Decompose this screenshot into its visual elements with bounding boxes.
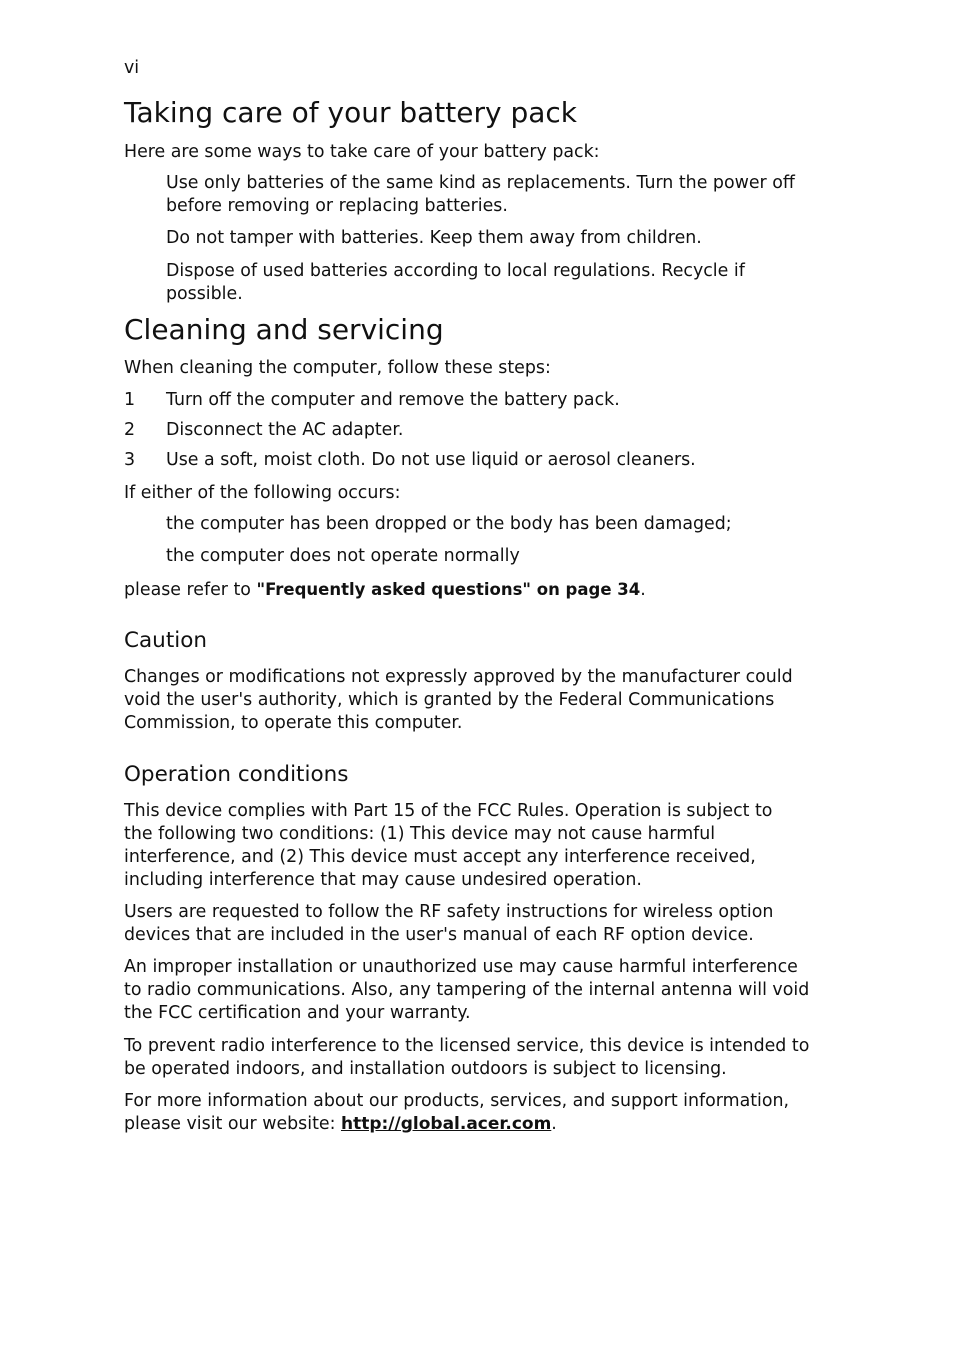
battery-heading: Taking care of your battery pack: [124, 96, 578, 129]
page-number: vi: [124, 58, 140, 78]
website-suffix: .: [551, 1114, 557, 1134]
if-occurs-text: If either of the following occurs:: [124, 483, 401, 503]
operation-heading: Operation conditions: [124, 762, 349, 787]
refer-prefix: please refer to: [124, 580, 257, 600]
cleaning-heading: Cleaning and servicing: [124, 313, 444, 346]
step-number: 2: [124, 420, 136, 440]
condition-item: the computer has been dropped or the body has been damaged;: [166, 514, 732, 534]
operation-paragraph: An improper installation or unauthorized use may cause harmful interference to radio communications. Also, any tampering of the internal antenna will void the FCC certification and your warranty.: [124, 957, 810, 1023]
website-prefix: For more information about our products, services, and support information, please visit our website:: [124, 1091, 790, 1134]
step-text: Turn off the computer and remove the battery pack.: [166, 390, 620, 410]
step-text: Disconnect the AC adapter.: [166, 420, 404, 440]
caution-text: Changes or modifications not expressly approved by the manufacturer could void the user's authority, which is granted by the Federal Communications Commission, to operate this computer.: [124, 667, 793, 733]
website-paragraph: [124, 1090, 794, 1136]
step-text: Use a soft, moist cloth. Do not use liquid or aerosol cleaners.: [166, 450, 696, 470]
battery-item: Do not tamper with batteries. Keep them away from children.: [166, 228, 702, 248]
step-number: 1: [124, 390, 136, 410]
battery-item: Use only batteries of the same kind as replacements. Turn the power off before removing or replacing batteries.: [166, 173, 795, 216]
faq-cross-reference-link[interactable]: "Frequently asked questions" on page 34: [256, 580, 641, 599]
step-number: 3: [124, 450, 136, 470]
cleaning-step: [124, 449, 814, 472]
cleaning-intro: When cleaning the computer, follow these steps:: [124, 358, 551, 378]
operation-paragraph: To prevent radio interference to the licensed service, this device is intended to be operated indoors, and installation outdoors is subject to licensing.: [124, 1036, 810, 1079]
acer-website-link[interactable]: http://global.acer.com: [340, 1114, 552, 1134]
battery-item: Dispose of used batteries according to local regulations. Recycle if possible.: [166, 261, 745, 304]
refer-suffix: .: [640, 580, 646, 600]
operation-paragraph: Users are requested to follow the RF safety instructions for wireless option devices that are included in the user's manual of each RF option device.: [124, 902, 774, 945]
cleaning-step: [124, 419, 814, 442]
refer-paragraph: [124, 578, 646, 602]
condition-item: the computer does not operate normally: [166, 546, 520, 566]
operation-paragraph: This device complies with Part 15 of the FCC Rules. Operation is subject to the following two conditions: (1) This device may not cause harmful interference, and (2) This device must accept any interference received, including interference that may cause undesired operation.: [124, 801, 773, 890]
cleaning-step: [124, 389, 814, 412]
caution-heading: Caution: [124, 628, 207, 653]
battery-intro: Here are some ways to take care of your battery pack:: [124, 142, 600, 162]
